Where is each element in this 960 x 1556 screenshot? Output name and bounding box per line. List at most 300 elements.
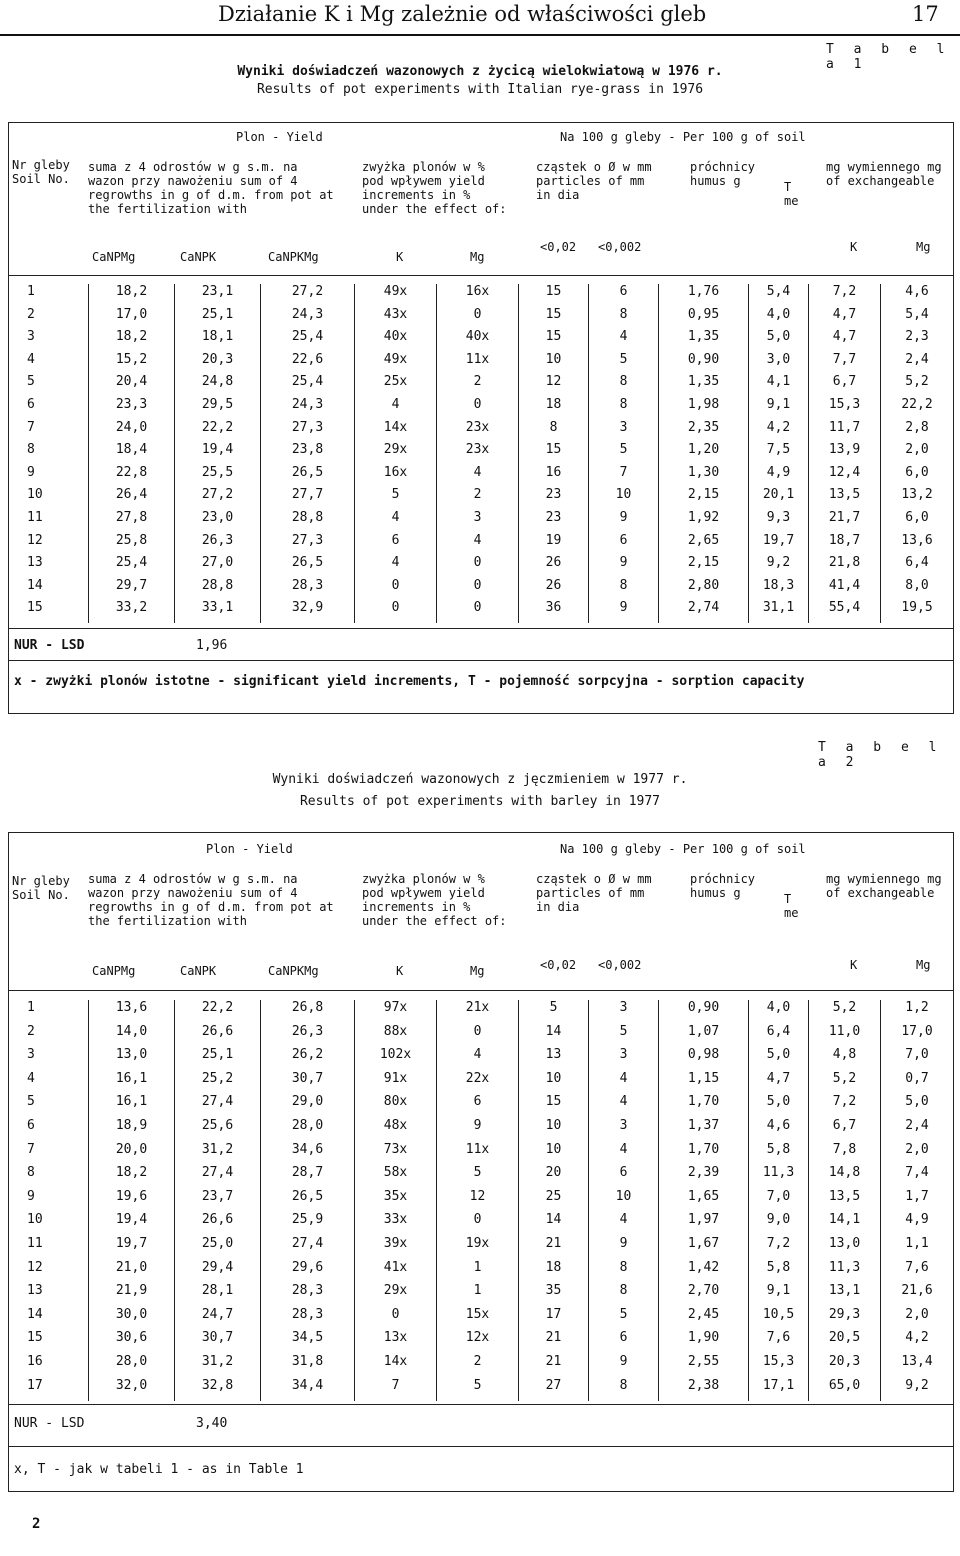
table1-caption-en: Results of pot experiments with Italian rye-grass in 1976 bbox=[256, 82, 704, 97]
table-cell: 14 bbox=[9, 578, 89, 601]
table-cell: 23,7 bbox=[175, 1189, 261, 1213]
table-row bbox=[9, 352, 954, 375]
table-cell: 5,0 bbox=[749, 1094, 809, 1118]
table-cell: 14x bbox=[355, 1354, 437, 1378]
table-cell: 9,0 bbox=[749, 1212, 809, 1236]
table-cell: 6,7 bbox=[809, 374, 881, 397]
table-cell: 3 bbox=[589, 1118, 659, 1142]
table-cell: 9,3 bbox=[749, 510, 809, 533]
table-cell: 29,5 bbox=[175, 397, 261, 420]
table-cell: 27,4 bbox=[261, 1236, 355, 1260]
table-cell: 3,0 bbox=[749, 352, 809, 375]
table-cell: 88x bbox=[355, 1024, 437, 1048]
table-cell: 22,2 bbox=[175, 1000, 261, 1024]
table-cell: 1 bbox=[9, 284, 89, 307]
table-cell: 25,9 bbox=[261, 1212, 355, 1236]
t1-h-zwyzka: zwyżka plonów w % pod wpływem yield increments in % under the effect of: bbox=[362, 160, 507, 216]
table-cell: 9,2 bbox=[881, 1378, 954, 1402]
table-cell: 5 bbox=[437, 1165, 519, 1189]
t1-h-c3: CaNPKMg bbox=[268, 250, 319, 264]
table-cell: 19,4 bbox=[89, 1212, 175, 1236]
table-cell: 18,4 bbox=[89, 442, 175, 465]
table-cell: 23,1 bbox=[175, 284, 261, 307]
table-cell: 10 bbox=[519, 1071, 589, 1095]
table-cell: 2,35 bbox=[659, 420, 749, 443]
table-cell: 30,7 bbox=[261, 1071, 355, 1095]
t1-h-p2: <0,002 bbox=[598, 240, 642, 254]
table-cell: 5 bbox=[589, 1307, 659, 1331]
table-cell: 97x bbox=[355, 1000, 437, 1024]
table-cell: 14,0 bbox=[89, 1024, 175, 1048]
t2-h-suma: suma z 4 odrostów w g s.m. na wazon przy nawożeniu sum of 4 regrowths in g of d.m. from pot at the fertilization with bbox=[88, 872, 334, 928]
table-cell: 1,65 bbox=[659, 1189, 749, 1213]
table-cell: 26 bbox=[519, 555, 589, 578]
table-cell: 26,2 bbox=[261, 1047, 355, 1071]
table-cell: 4,7 bbox=[809, 307, 881, 330]
table-cell: 4 bbox=[589, 1094, 659, 1118]
table-cell: 4,6 bbox=[749, 1118, 809, 1142]
table-row bbox=[9, 510, 954, 533]
table-cell: 6 bbox=[9, 1118, 89, 1142]
table-cell: 9 bbox=[9, 1189, 89, 1213]
table-cell: 3 bbox=[589, 1000, 659, 1024]
t2-h-mg: mg wymiennego mg of exchangeable bbox=[826, 872, 942, 900]
table-cell: 1,1 bbox=[881, 1236, 954, 1260]
table-cell: 4,8 bbox=[809, 1047, 881, 1071]
table-cell: 4 bbox=[589, 1142, 659, 1166]
t1-h-mg: mg wymiennego mg of exchangeable bbox=[826, 160, 942, 188]
table-cell: 21,7 bbox=[809, 510, 881, 533]
table-cell: 29,4 bbox=[175, 1260, 261, 1284]
table-cell: 9 bbox=[9, 465, 89, 488]
table-cell: 35 bbox=[519, 1283, 589, 1307]
table-cell: 23 bbox=[519, 510, 589, 533]
table-cell: 11 bbox=[9, 1236, 89, 1260]
table-cell: 3 bbox=[589, 1047, 659, 1071]
table-cell: 91x bbox=[355, 1071, 437, 1095]
table-cell: 5 bbox=[589, 442, 659, 465]
table-cell: 21x bbox=[437, 1000, 519, 1024]
table-cell: 26,3 bbox=[175, 533, 261, 556]
table-cell: 22,2 bbox=[881, 397, 954, 420]
table-cell: 31,1 bbox=[749, 600, 809, 623]
table-cell: 0,98 bbox=[659, 1047, 749, 1071]
table-row bbox=[9, 533, 954, 556]
table-cell: 0 bbox=[437, 1024, 519, 1048]
table-cell: 29x bbox=[355, 442, 437, 465]
table-cell: 1,35 bbox=[659, 329, 749, 352]
table-cell: 25,4 bbox=[261, 374, 355, 397]
table-cell: 0 bbox=[437, 600, 519, 623]
table-cell: 27,3 bbox=[261, 420, 355, 443]
table1-note: x - zwyżki plonów istotne - significant yield increments, T - pojemność sorpcyjna - sorption capacity bbox=[14, 674, 805, 689]
table-cell: 2,4 bbox=[881, 352, 954, 375]
table-cell: 16x bbox=[437, 284, 519, 307]
table-cell: 33x bbox=[355, 1212, 437, 1236]
t2-h-zwyzka: zwyżka plonów w % pod wpływem yield increments in % under the effect of: bbox=[362, 872, 507, 928]
table-cell: 29,7 bbox=[89, 578, 175, 601]
table-cell: 27,8 bbox=[89, 510, 175, 533]
table2-body bbox=[8, 1000, 954, 1401]
table-cell: 4,9 bbox=[881, 1212, 954, 1236]
table-cell: 4,0 bbox=[749, 1000, 809, 1024]
table-cell: 6 bbox=[437, 1094, 519, 1118]
table-cell: 0 bbox=[437, 578, 519, 601]
table-cell: 13,0 bbox=[809, 1236, 881, 1260]
table-cell: 9 bbox=[589, 600, 659, 623]
t2-h-mgc: Mg bbox=[470, 964, 485, 978]
t2-h-czastek: cząstek o Ø w mm particles of mm in dia bbox=[536, 872, 652, 914]
table-cell: 31,8 bbox=[261, 1354, 355, 1378]
table-cell: 9,1 bbox=[749, 1283, 809, 1307]
table-cell: 12 bbox=[9, 1260, 89, 1284]
table-cell: 4,2 bbox=[749, 420, 809, 443]
table-cell: 2,45 bbox=[659, 1307, 749, 1331]
table-cell: 5,8 bbox=[749, 1260, 809, 1284]
table-row bbox=[9, 1047, 954, 1071]
t2-h-na100: Na 100 g gleby - Per 100 g of soil bbox=[560, 842, 806, 856]
t2-h-prochnicy: próchnicy humus g bbox=[690, 872, 756, 900]
table-cell: 7,2 bbox=[809, 284, 881, 307]
table-cell: 33,1 bbox=[175, 600, 261, 623]
table-cell: 5,0 bbox=[881, 1094, 954, 1118]
table-cell: 33,2 bbox=[89, 600, 175, 623]
table-cell: 29x bbox=[355, 1283, 437, 1307]
table-cell: 28,0 bbox=[261, 1118, 355, 1142]
table-cell: 16,1 bbox=[89, 1094, 175, 1118]
table-cell: 15 bbox=[519, 1094, 589, 1118]
table-cell: 6 bbox=[589, 1165, 659, 1189]
table-cell: 6 bbox=[589, 1330, 659, 1354]
table-cell: 18,2 bbox=[89, 329, 175, 352]
table1-body bbox=[8, 284, 954, 623]
table-cell: 25,1 bbox=[175, 1047, 261, 1071]
table-cell: 34,5 bbox=[261, 1330, 355, 1354]
table-cell: 4 bbox=[355, 555, 437, 578]
t1-h-na100: Na 100 g gleby - Per 100 g of soil bbox=[560, 130, 806, 144]
table-cell: 6,4 bbox=[749, 1024, 809, 1048]
table-cell: 7,6 bbox=[749, 1330, 809, 1354]
table-cell: 9,2 bbox=[749, 555, 809, 578]
table-cell: 12 bbox=[437, 1189, 519, 1213]
table-cell: 7 bbox=[355, 1378, 437, 1402]
table-cell: 8 bbox=[589, 1378, 659, 1402]
table-cell: 15,2 bbox=[89, 352, 175, 375]
table-cell: 6,0 bbox=[881, 510, 954, 533]
table-cell: 14 bbox=[519, 1212, 589, 1236]
table-cell: 8 bbox=[589, 1283, 659, 1307]
table-cell: 25,0 bbox=[175, 1236, 261, 1260]
table-cell: 5 bbox=[589, 352, 659, 375]
table-cell: 18,7 bbox=[809, 533, 881, 556]
table-cell: 14,8 bbox=[809, 1165, 881, 1189]
table-cell: 19,7 bbox=[749, 533, 809, 556]
table-cell: 20,3 bbox=[175, 352, 261, 375]
table-cell: 21 bbox=[519, 1354, 589, 1378]
table-row bbox=[9, 1283, 954, 1307]
table-cell: 5 bbox=[9, 374, 89, 397]
table-row bbox=[9, 600, 954, 623]
t2-h-k: K bbox=[396, 964, 404, 978]
table-cell: 0 bbox=[355, 600, 437, 623]
table-cell: 7 bbox=[9, 420, 89, 443]
table-cell: 8 bbox=[589, 1260, 659, 1284]
t1-h-k2: K bbox=[850, 240, 858, 254]
table-cell: 20,3 bbox=[809, 1354, 881, 1378]
table-cell: 30,6 bbox=[89, 1330, 175, 1354]
table-cell: 27,4 bbox=[175, 1165, 261, 1189]
table-cell: 27,0 bbox=[175, 555, 261, 578]
table-cell: 16,1 bbox=[89, 1071, 175, 1095]
table-cell: 9 bbox=[589, 510, 659, 533]
table-row bbox=[9, 1330, 954, 1354]
table1-caption-pl: Wyniki doświadczeń wazonowych z życicą wielokwiatową w 1976 r. bbox=[237, 64, 723, 79]
table-cell: 5,0 bbox=[749, 1047, 809, 1071]
table-cell: 5 bbox=[9, 1094, 89, 1118]
table-cell: 1,67 bbox=[659, 1236, 749, 1260]
t2-h-c2: CaNPK bbox=[180, 964, 217, 978]
bottom-page-number: 2 bbox=[32, 1516, 41, 1532]
table-cell: 11,3 bbox=[749, 1165, 809, 1189]
table-cell: 28,7 bbox=[261, 1165, 355, 1189]
t2-h-T: T me bbox=[784, 892, 799, 920]
table-cell: 30,0 bbox=[89, 1307, 175, 1331]
table-cell: 15,3 bbox=[749, 1354, 809, 1378]
table-cell: 0 bbox=[355, 1307, 437, 1331]
table-cell: 29,6 bbox=[261, 1260, 355, 1284]
table-cell: 11,0 bbox=[809, 1024, 881, 1048]
table-cell: 41x bbox=[355, 1260, 437, 1284]
table-cell: 29,0 bbox=[261, 1094, 355, 1118]
t2-h-c1: CaNPMg bbox=[92, 964, 136, 978]
table-cell: 4,7 bbox=[749, 1071, 809, 1095]
table-cell: 11x bbox=[437, 1142, 519, 1166]
table-cell: 13 bbox=[519, 1047, 589, 1071]
table-cell: 1,76 bbox=[659, 284, 749, 307]
table-cell: 2,38 bbox=[659, 1378, 749, 1402]
table-cell: 35x bbox=[355, 1189, 437, 1213]
table-cell: 12x bbox=[437, 1330, 519, 1354]
table-cell: 14 bbox=[519, 1024, 589, 1048]
t1-h-nr: Nr gleby Soil No. bbox=[12, 158, 70, 186]
table-cell: 23x bbox=[437, 420, 519, 443]
table-cell: 5 bbox=[355, 487, 437, 510]
table-cell: 18 bbox=[519, 1260, 589, 1284]
table2-note: x, T - jak w tabeli 1 - as in Table 1 bbox=[14, 1462, 304, 1477]
table-cell: 4,0 bbox=[749, 307, 809, 330]
table-cell: 29,3 bbox=[809, 1307, 881, 1331]
table-cell: 0 bbox=[355, 578, 437, 601]
table-cell: 0,90 bbox=[659, 1000, 749, 1024]
table-cell: 0 bbox=[437, 1212, 519, 1236]
table-cell: 2,39 bbox=[659, 1165, 749, 1189]
table-cell: 25,6 bbox=[175, 1118, 261, 1142]
table-cell: 4 bbox=[589, 329, 659, 352]
table-cell: 4 bbox=[589, 1212, 659, 1236]
table-cell: 28,8 bbox=[175, 578, 261, 601]
table-row bbox=[9, 1307, 954, 1331]
table-cell: 0 bbox=[437, 555, 519, 578]
table-cell: 21 bbox=[519, 1236, 589, 1260]
table-cell: 4,1 bbox=[749, 374, 809, 397]
t2-h-mg2: Mg bbox=[916, 958, 931, 972]
table-row bbox=[9, 1142, 954, 1166]
table-cell: 8 bbox=[589, 578, 659, 601]
table-cell: 31,2 bbox=[175, 1354, 261, 1378]
table-cell: 40x bbox=[437, 329, 519, 352]
table-cell: 19,6 bbox=[89, 1189, 175, 1213]
table-cell: 23 bbox=[519, 487, 589, 510]
table-cell: 4 bbox=[589, 1071, 659, 1095]
table-row bbox=[9, 442, 954, 465]
table-cell: 19,4 bbox=[175, 442, 261, 465]
table-cell: 13,0 bbox=[89, 1047, 175, 1071]
table-cell: 1 bbox=[9, 1000, 89, 1024]
table-row bbox=[9, 487, 954, 510]
table-cell: 17 bbox=[9, 1378, 89, 1402]
table-cell: 14x bbox=[355, 420, 437, 443]
table-cell: 34,4 bbox=[261, 1378, 355, 1402]
table-cell: 5 bbox=[437, 1378, 519, 1402]
table-cell: 5,2 bbox=[809, 1000, 881, 1024]
table-cell: 15 bbox=[9, 1330, 89, 1354]
table-row bbox=[9, 374, 954, 397]
table-cell: 32,9 bbox=[261, 600, 355, 623]
table-cell: 0,90 bbox=[659, 352, 749, 375]
table-cell: 2,0 bbox=[881, 1307, 954, 1331]
table-cell: 19,7 bbox=[89, 1236, 175, 1260]
table-cell: 17,0 bbox=[89, 307, 175, 330]
table-cell: 13,6 bbox=[881, 533, 954, 556]
table-cell: 9 bbox=[589, 1236, 659, 1260]
table-cell: 25,4 bbox=[89, 555, 175, 578]
table-cell: 4,2 bbox=[881, 1330, 954, 1354]
table-cell: 28,3 bbox=[261, 1307, 355, 1331]
table-cell: 21 bbox=[519, 1330, 589, 1354]
table-cell: 32,8 bbox=[175, 1378, 261, 1402]
table-cell: 2,15 bbox=[659, 555, 749, 578]
table-cell: 4 bbox=[437, 1047, 519, 1071]
table1-label: T a b e l a 1 bbox=[826, 42, 951, 72]
table-cell: 13x bbox=[355, 1330, 437, 1354]
table-cell: 15 bbox=[519, 284, 589, 307]
table-cell: 20,5 bbox=[809, 1330, 881, 1354]
table-cell: 4 bbox=[437, 465, 519, 488]
table-cell: 65,0 bbox=[809, 1378, 881, 1402]
table-cell: 7 bbox=[589, 465, 659, 488]
table-row bbox=[9, 329, 954, 352]
table-cell: 10 bbox=[519, 1118, 589, 1142]
table-row bbox=[9, 1260, 954, 1284]
table-row bbox=[9, 284, 954, 307]
table-cell: 40x bbox=[355, 329, 437, 352]
table1-header-rule bbox=[8, 275, 953, 276]
table-cell: 13,5 bbox=[809, 487, 881, 510]
table-cell: 2,0 bbox=[881, 1142, 954, 1166]
table-cell: 2,80 bbox=[659, 578, 749, 601]
table2-lsd-value: 3,40 bbox=[196, 1416, 228, 1431]
table-cell: 27,7 bbox=[261, 487, 355, 510]
table-cell: 2,74 bbox=[659, 600, 749, 623]
table-row bbox=[9, 1378, 954, 1402]
table-cell: 6 bbox=[589, 284, 659, 307]
t1-h-prochnicy: próchnicy humus g bbox=[690, 160, 756, 188]
table-cell: 25,4 bbox=[261, 329, 355, 352]
table-cell: 13,6 bbox=[89, 1000, 175, 1024]
table-cell: 24,8 bbox=[175, 374, 261, 397]
table-row bbox=[9, 307, 954, 330]
table-cell: 2,8 bbox=[881, 420, 954, 443]
table-cell: 28,3 bbox=[261, 1283, 355, 1307]
table-cell: 19x bbox=[437, 1236, 519, 1260]
table-row bbox=[9, 578, 954, 601]
table-cell: 8,0 bbox=[881, 578, 954, 601]
table-cell: 2,3 bbox=[881, 329, 954, 352]
t2-h-plon: Plon - Yield bbox=[206, 842, 293, 856]
table-cell: 7,2 bbox=[809, 1094, 881, 1118]
table-cell: 23,0 bbox=[175, 510, 261, 533]
table-cell: 1,35 bbox=[659, 374, 749, 397]
table-cell: 2,70 bbox=[659, 1283, 749, 1307]
table2-caption-en: Results of pot experiments with barley in 1977 bbox=[299, 794, 661, 809]
table-cell: 102x bbox=[355, 1047, 437, 1071]
table-cell: 16x bbox=[355, 465, 437, 488]
table-cell: 25,1 bbox=[175, 307, 261, 330]
table-cell: 27,3 bbox=[261, 533, 355, 556]
table-cell: 28,3 bbox=[261, 578, 355, 601]
table-cell: 15 bbox=[519, 329, 589, 352]
table-cell: 55,4 bbox=[809, 600, 881, 623]
table-cell: 24,3 bbox=[261, 307, 355, 330]
table-cell: 10 bbox=[589, 1189, 659, 1213]
table-cell: 9 bbox=[589, 1354, 659, 1378]
table-row bbox=[9, 1165, 954, 1189]
table-cell: 11,3 bbox=[809, 1260, 881, 1284]
table-cell: 30,7 bbox=[175, 1330, 261, 1354]
table-cell: 39x bbox=[355, 1236, 437, 1260]
table1-lsd-rule bbox=[8, 660, 953, 661]
table-cell: 4 bbox=[9, 352, 89, 375]
t1-h-p1: <0,02 bbox=[540, 240, 577, 254]
table-cell: 25,8 bbox=[89, 533, 175, 556]
table1-lsd-value: 1,96 bbox=[196, 638, 228, 653]
table-cell: 25 bbox=[519, 1189, 589, 1213]
table-cell: 21,0 bbox=[89, 1260, 175, 1284]
table-cell: 5,0 bbox=[749, 329, 809, 352]
table-cell: 15 bbox=[519, 442, 589, 465]
table-row bbox=[9, 1071, 954, 1095]
table-cell: 21,9 bbox=[89, 1283, 175, 1307]
table-cell: 8 bbox=[589, 307, 659, 330]
table-cell: 7,6 bbox=[881, 1260, 954, 1284]
table-cell: 26,5 bbox=[261, 555, 355, 578]
table-cell: 1,42 bbox=[659, 1260, 749, 1284]
table-cell: 22,8 bbox=[89, 465, 175, 488]
table-cell: 2,0 bbox=[881, 442, 954, 465]
table-cell: 1,70 bbox=[659, 1142, 749, 1166]
table-cell: 7 bbox=[9, 1142, 89, 1166]
table-cell: 23,8 bbox=[261, 442, 355, 465]
table-cell: 1,92 bbox=[659, 510, 749, 533]
table-cell: 8 bbox=[9, 1165, 89, 1189]
table-cell: 20,1 bbox=[749, 487, 809, 510]
table-cell: 34,6 bbox=[261, 1142, 355, 1166]
table-cell: 20,0 bbox=[89, 1142, 175, 1166]
table-cell: 9 bbox=[437, 1118, 519, 1142]
table-cell: 20,4 bbox=[89, 374, 175, 397]
table-cell: 7,7 bbox=[809, 352, 881, 375]
table-cell: 20 bbox=[519, 1165, 589, 1189]
